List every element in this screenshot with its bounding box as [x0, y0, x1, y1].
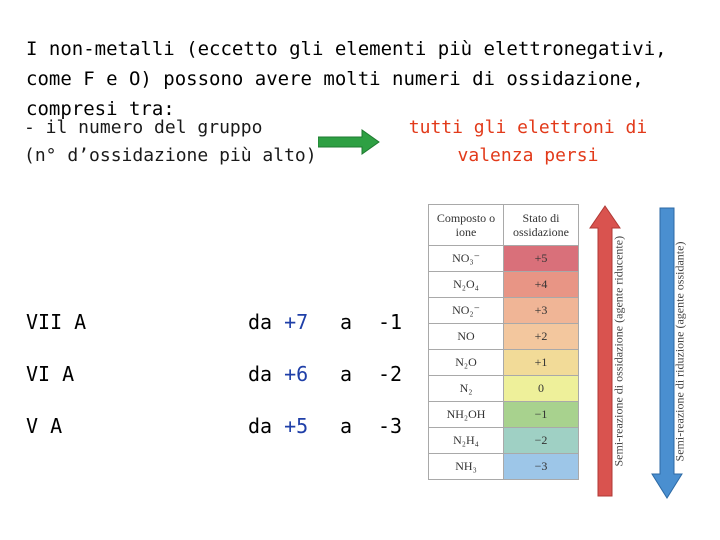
- table-row: [429, 402, 579, 428]
- right-arrow-icon: [318, 128, 380, 156]
- table-row: [429, 272, 579, 298]
- group-number-line-2: (n° d’ossidazione più alto): [24, 145, 317, 166]
- state-cell: −3: [504, 454, 579, 480]
- state-cell: +1: [504, 350, 579, 376]
- intro-text: I non-metalli (eccetto gli elementi più elettronegativi, come F e O) possono avere molti numeri di ossidazione, compresi tra:: [26, 38, 667, 120]
- valence-line-2: valenza persi: [457, 145, 599, 166]
- oxidation-state-figure: [428, 204, 704, 500]
- group-label: V A: [26, 414, 63, 438]
- low-value: -1: [378, 310, 403, 334]
- compound-cell: N₂: [429, 376, 504, 402]
- header-state: Stato di ossidazione: [504, 205, 579, 246]
- compound-cell: NH₂OH: [429, 402, 504, 428]
- a-word: a: [340, 310, 353, 334]
- reduction-label: Semi-reazione di riduzione (agente ossidante): [672, 241, 687, 462]
- state-cell: +4: [504, 272, 579, 298]
- da-word: da: [248, 362, 273, 386]
- table-row: [429, 454, 579, 480]
- compound-cell: N₂O₄: [429, 272, 504, 298]
- oxidation-table: [428, 204, 579, 480]
- high-value: +5: [284, 414, 309, 438]
- range-from: [248, 310, 308, 334]
- table-row: [429, 376, 579, 402]
- compound-cell: NO₂⁻: [429, 298, 504, 324]
- header-compound: Composto o ione: [429, 205, 504, 246]
- state-cell: 0: [504, 376, 579, 402]
- state-cell: −1: [504, 402, 579, 428]
- table-row: [429, 324, 579, 350]
- group-label: VI A: [26, 362, 75, 386]
- valence-line-1: tutti gli elettroni di: [408, 117, 648, 138]
- compound-cell: N₂O: [429, 350, 504, 376]
- state-cell: +5: [504, 246, 579, 272]
- low-value: -2: [378, 362, 403, 386]
- a-word: a: [340, 362, 353, 386]
- state-cell: +3: [504, 298, 579, 324]
- table-row: [429, 428, 579, 454]
- range-from: [248, 414, 308, 438]
- table-row: [429, 246, 579, 272]
- compound-cell: NO: [429, 324, 504, 350]
- group-label: VII A: [26, 310, 87, 334]
- oxidation-label: Semi-reazione di ossidazione (agente riducente): [611, 235, 626, 467]
- group-number-line-1: - il numero del gruppo: [24, 117, 263, 138]
- state-cell: +2: [504, 324, 579, 350]
- compound-cell: NO₃⁻: [429, 246, 504, 272]
- table-row: [429, 298, 579, 324]
- group-number-note: [24, 114, 317, 170]
- da-word: da: [248, 310, 273, 334]
- high-value: +6: [284, 362, 309, 386]
- valence-note: [408, 114, 648, 170]
- high-value: +7: [284, 310, 309, 334]
- table-row: [429, 350, 579, 376]
- low-value: -3: [378, 414, 403, 438]
- a-word: a: [340, 414, 353, 438]
- range-from: [248, 362, 308, 386]
- compound-cell: NH₃: [429, 454, 504, 480]
- compound-cell: N₂H₄: [429, 428, 504, 454]
- da-word: da: [248, 414, 273, 438]
- state-cell: −2: [504, 428, 579, 454]
